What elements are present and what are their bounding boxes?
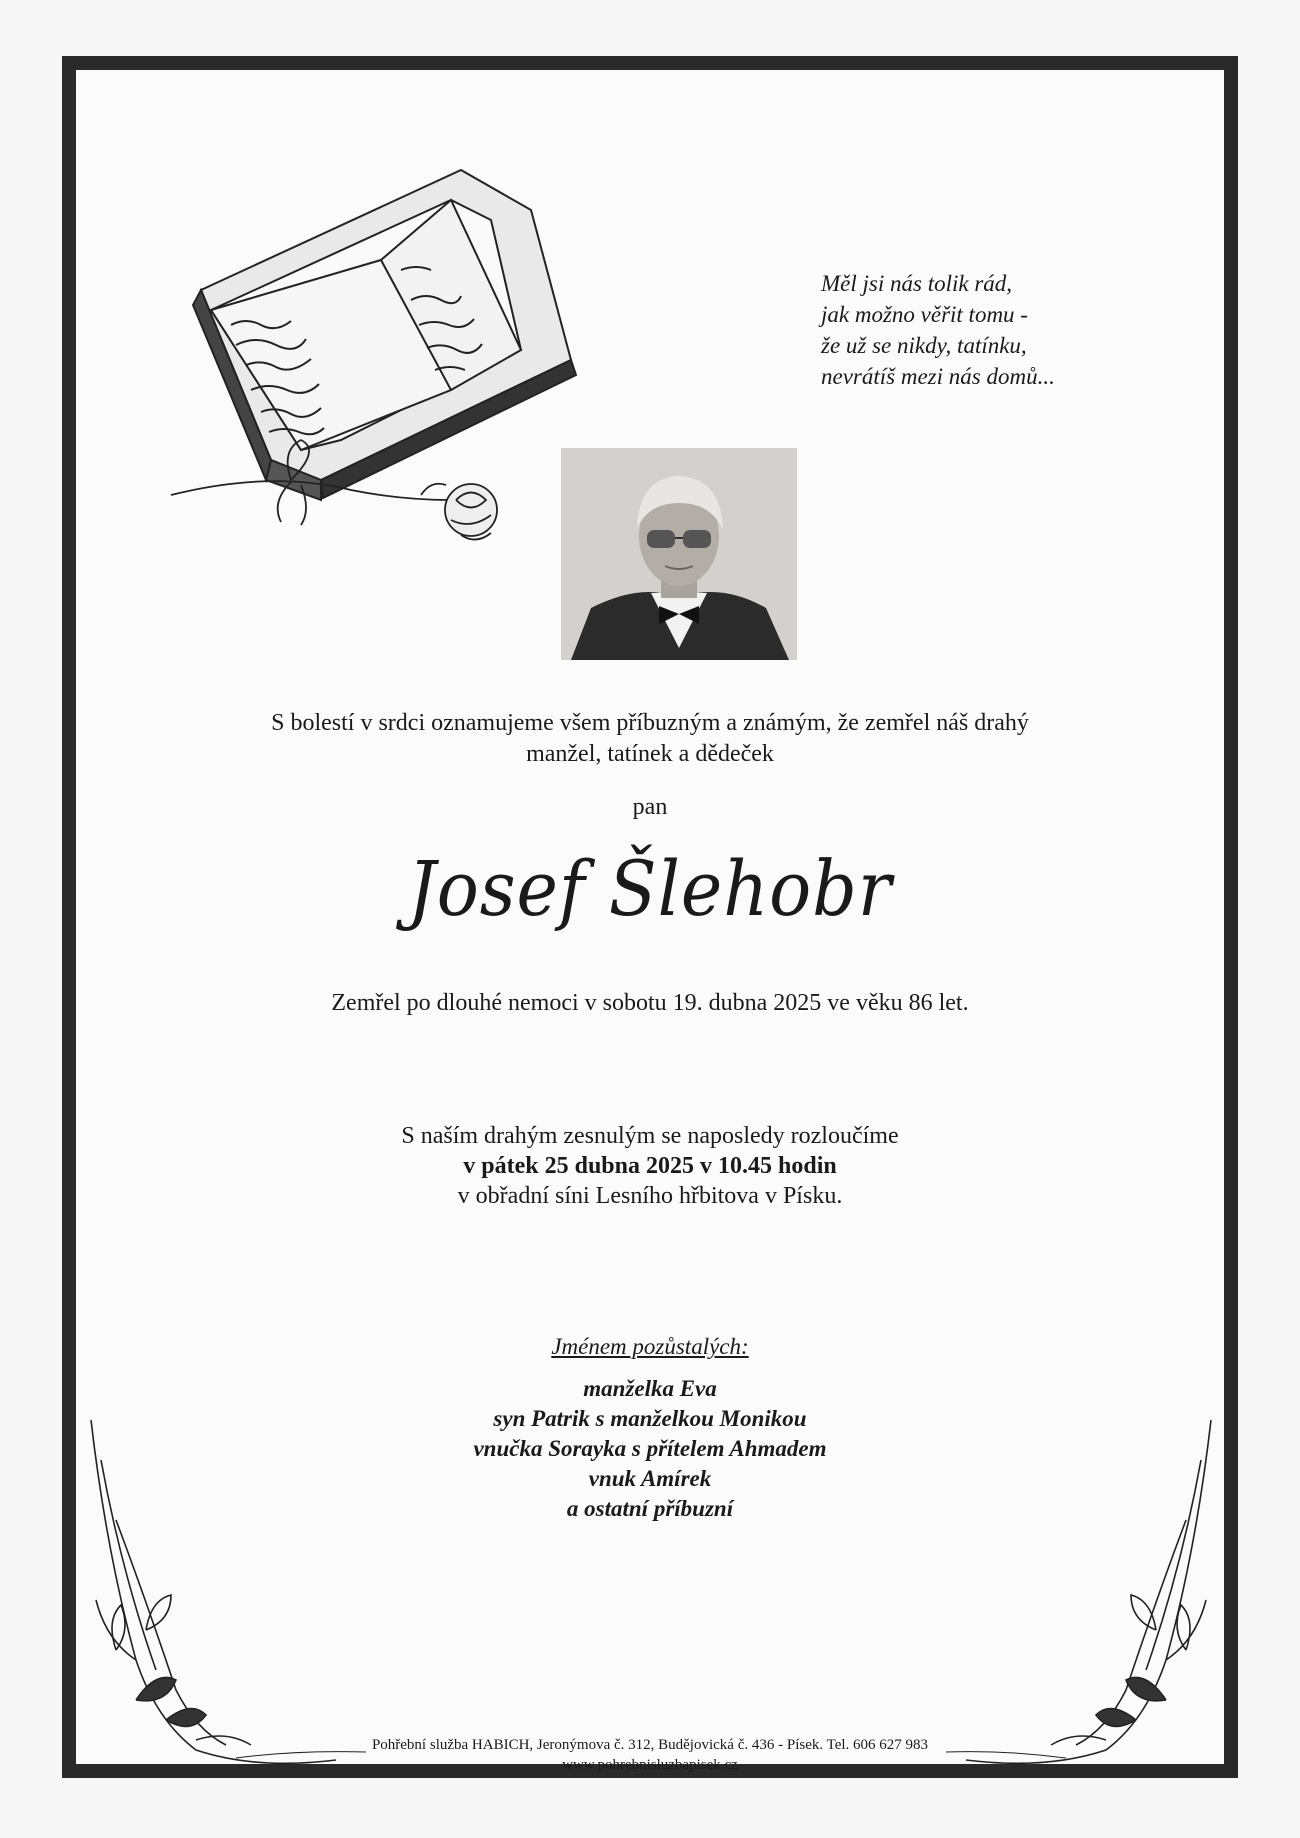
- funeral-service-footer: [76, 1735, 1224, 1775]
- farewell-place: v obřadní síni Lesního hřbitova v Písku.: [457, 1183, 843, 1209]
- poem: [821, 268, 1141, 392]
- mourners-heading: Jménem pozůstalých:: [551, 1334, 749, 1359]
- title-word: pan: [632, 794, 668, 820]
- farewell-info: [76, 1121, 1224, 1211]
- parte-frame: [62, 56, 1238, 1778]
- poem-line: jak možno věřit tomu -: [821, 302, 1028, 327]
- footer-address: Pohřební služba HABICH, Jeronýmova č. 312, Budějovická č. 436 - Písek. Tel. 606 627 983: [371, 1737, 929, 1753]
- footer-website[interactable]: www.pohrebnisluzbapisek.cz: [562, 1757, 738, 1773]
- farewell-date: v pátek 25 dubna 2025 v 10.45 hodin: [463, 1153, 837, 1179]
- announcement-intro: [76, 708, 1224, 770]
- floral-ornament-right: [946, 1400, 1226, 1780]
- poem-line: nevrátíš mezi nás domů...: [821, 364, 1055, 389]
- poem-line: že už se nikdy, tatínku,: [821, 333, 1027, 358]
- mourner: manželka Eva: [583, 1376, 717, 1401]
- mourner: a ostatní příbuzní: [566, 1496, 734, 1521]
- poem-line: Měl jsi nás tolik rád,: [821, 271, 1013, 296]
- intro-line-1: S bolestí v srdci oznamujeme všem příbuzným a známým, že zemřel náš drahý: [271, 710, 1029, 736]
- floral-ornament-left: [76, 1400, 376, 1780]
- death-info: Zemřel po dlouhé nemoci v sobotu 19. dubna 2025 ve věku 86 let.: [331, 990, 969, 1016]
- mourner: syn Patrik s manželkou Monikou: [493, 1406, 807, 1431]
- intro-line-2: manžel, tatínek a dědeček: [526, 741, 774, 767]
- portrait-figure: [561, 448, 797, 660]
- deceased-name: Josef Šlehobr: [407, 844, 893, 933]
- farewell-line-1: S naším drahým zesnulým se naposledy rozloučíme: [401, 1123, 899, 1149]
- mourner: vnučka Sorayka s přítelem Ahmadem: [473, 1436, 827, 1461]
- book-rose-illustration: [151, 150, 621, 570]
- portrait-photo: [561, 448, 797, 660]
- mourner: vnuk Amírek: [588, 1466, 712, 1491]
